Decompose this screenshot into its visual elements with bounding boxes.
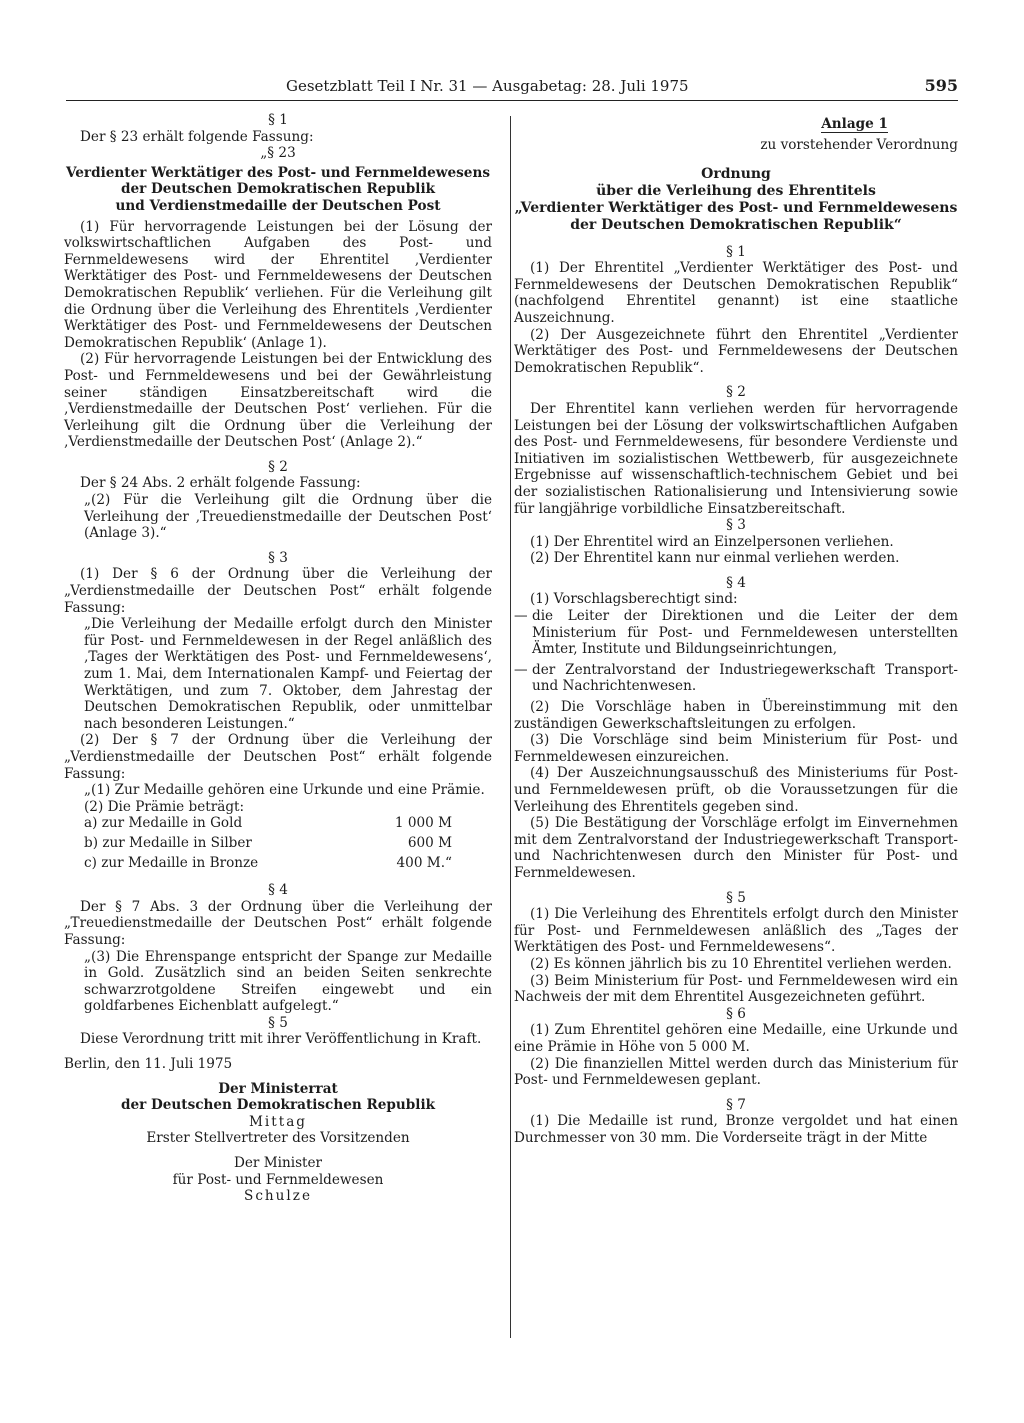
section-title bbox=[64, 165, 492, 215]
place-date: Berlin, den 11. Juli 1975 bbox=[64, 1056, 233, 1073]
premium-label: a) zur Medaille in Gold bbox=[84, 815, 243, 832]
section-heading: § 1 bbox=[726, 243, 746, 260]
premium-value: 600 M bbox=[407, 834, 452, 851]
signature-role: Der Minister bbox=[233, 1155, 323, 1172]
premium-row bbox=[64, 815, 492, 832]
section-heading: § 7 bbox=[726, 1096, 746, 1113]
signature-org: der Deutschen Demokratischen Republik bbox=[120, 1097, 436, 1114]
paragraph: Der § 23 erhält folgende Fassung: bbox=[80, 128, 314, 145]
signature-name: Schulze bbox=[244, 1188, 312, 1205]
premium-label: c) zur Medaille in Bronze bbox=[84, 854, 259, 871]
title-line: der Deutschen Demokratischen Republik“ bbox=[570, 216, 902, 233]
quoted-paragraph: „(3) Die Ehrenspange entspricht der Spange zur Medaille in Gold. Zusätzlich sind an beiden Seiten senkrechte schwarzrotgoldene Streifen eingewebt und ein goldfarbenes Eichenblatt aufgelegt.“ bbox=[84, 948, 492, 1015]
premium-label: b) zur Medaille in Silber bbox=[84, 834, 252, 851]
premium-row bbox=[64, 855, 492, 872]
paragraph: Der Ehrentitel kann verliehen werden für hervorragende Leistungen bei der Lösung der volkswirtschaftlichen Aufgaben des Post- und Fernmeldewesens, für besondere Verdienste und Initiativen im sozialistischen Wettbewerb, für ausgezeichnete Ergebnisse auf wissenschaftlich-technischem Gebiet und bei der sozialistischen Rationalisierung und Intensivierung sowie für langjährige vorbildliche Einsatzbereitschaft. bbox=[514, 400, 958, 517]
paragraph: (2) Für hervorragende Leistungen bei der Entwicklung des Post- und Fernmeldewesens und bei der Gewährleistung seiner ständigen Einsatzbereitschaft wird die ‚Verdienstmedaille der Deutschen Post‘ verliehen. Für die Verleihung gilt die Ordnung über die Verleihung der ‚Verdienstmedaille der Deutschen Post‘ (Anlage 2).“ bbox=[64, 351, 492, 451]
running-title: Gesetzblatt Teil I Nr. 31 — Ausgabetag: 28. Juli 1975 bbox=[286, 77, 689, 95]
list-item bbox=[514, 608, 958, 658]
paragraph: (1) Der § 6 der Ordnung über die Verleihung der „Verdienstmedaille der Deutschen Post“ erhält folgende Fassung: bbox=[64, 566, 492, 616]
annex-subtitle: zu vorstehender Verordnung bbox=[760, 137, 958, 153]
paragraph: (2) Der Ausgezeichnete führt den Ehrentitel „Verdienter Werktätiger des Post- und Fernmeldewesens der Deutschen Demokratischen Republik“. bbox=[514, 326, 958, 376]
header-rule bbox=[66, 100, 958, 101]
paragraph: (4) Der Auszeichnungsausschuß des Ministeriums für Post- und Fernmeldewesen prüft, ob die Voraussetzungen für die Verleihung des Ehrentitels gegeben sind. bbox=[514, 765, 958, 815]
annex-number: Anlage 1 bbox=[821, 116, 888, 132]
section-heading: § 5 bbox=[726, 889, 746, 906]
paragraph: (1) Die Verleihung des Ehrentitels erfolgt durch den Minister für Post- und Fernmeldewesen anläßlich des „Tages der Werktätigen des Post- und Fernmeldewesens“. bbox=[514, 906, 958, 956]
paragraph: Der § 24 Abs. 2 erhält folgende Fassung: bbox=[80, 475, 361, 492]
title-line: der Deutschen Demokratischen Republik bbox=[120, 181, 436, 198]
paragraph: (1) Der Ehrentitel „Verdienter Werktätiger des Post- und Fernmeldewesens der Deutschen Demokratischen Republik“ (nachfolgend Ehrentitel genannt) ist eine staatliche Auszeichnung. bbox=[514, 260, 958, 326]
section-heading: § 6 bbox=[726, 1005, 746, 1022]
list-item-text: die Leiter der Direktionen und die Leiter der dem Ministerium für Post- und Fernmeldewesen unterstellten Ämter, Institute und Bildungseinrichtungen, bbox=[532, 608, 958, 658]
paragraph: (3) Beim Ministerium für Post- und Fernmeldewesen wird ein Nachweis der mit dem Ehrentitel Ausgezeichneten geführt. bbox=[514, 972, 958, 1006]
paragraph: (1) Der Ehrentitel wird an Einzelpersonen verliehen. bbox=[530, 533, 894, 550]
paragraph: (1) Zum Ehrentitel gehören eine Medaille, eine Urkunde und eine Prämie in Höhe von 5 000 M. bbox=[514, 1022, 958, 1055]
paragraph: (5) Die Bestätigung der Vorschläge erfolgt im Einvernehmen mit dem Zentralvorstand der Industriegewerkschaft Transport- und Nachrichtenwesen durch den Minister für Post- und Fernmeldewesen. bbox=[514, 815, 958, 881]
title-line: Ordnung bbox=[701, 165, 771, 182]
paragraph: Der § 7 Abs. 3 der Ordnung über die Verleihung der „Treuedienstmedaille der Deutschen Post“ erhält folgende Fassung: bbox=[64, 898, 492, 948]
quoted-paragraph: „Die Verleihung der Medaille erfolgt durch den Minister für Post- und Fernmeldewesen in der Regel anläßlich des ‚Tages der Werktätigen des Post- und Fernmeldewesens‘, zum 1. Mai, dem Internationalen Kampf- und Feiertag der Werktätigen, und zum 7. Oktober, dem Jahrestag der Deutschen Demokratischen Republik, oder unmittelbar nach besonderen Leistungen.“ bbox=[84, 616, 492, 732]
paragraph: (2) Der Ehrentitel kann nur einmal verliehen werden. bbox=[530, 550, 900, 567]
dash-mark: — bbox=[514, 661, 528, 678]
section-heading: § 3 bbox=[726, 517, 746, 534]
paragraph: Diese Verordnung tritt mit ihrer Veröffentlichung in Kraft. bbox=[80, 1031, 482, 1048]
page-number: 595 bbox=[924, 76, 958, 95]
title-line: „Verdienter Werktätiger des Post- und Fernmeldewesens bbox=[514, 199, 958, 216]
ordinance-title bbox=[514, 166, 958, 234]
title-line: über die Verleihung des Ehrentitels bbox=[596, 182, 876, 199]
column-divider bbox=[510, 116, 511, 1338]
section-heading: § 2 bbox=[268, 458, 288, 475]
section-heading: § 2 bbox=[726, 384, 746, 401]
section-heading: § 5 bbox=[268, 1014, 288, 1031]
paragraph: (2) Die finanziellen Mittel werden durch das Ministerium für Post- und Fernmeldewesen geplant. bbox=[514, 1055, 958, 1089]
section-heading: „§ 23 bbox=[260, 145, 296, 162]
premium-value: 400 M.“ bbox=[396, 854, 452, 871]
paragraph: (2) Es können jährlich bis zu 10 Ehrentitel verliehen werden. bbox=[530, 955, 952, 972]
signature-role: für Post- und Fernmeldewesen bbox=[172, 1171, 384, 1188]
annex-label bbox=[514, 116, 958, 133]
dash-mark: — bbox=[514, 608, 528, 625]
paragraph: (1) Für hervorragende Leistungen bei der Lösung der volkswirtschaftlichen Aufgaben des Post- und Fernmeldewesens wird der Ehrentitel ‚Verdienter Werktätiger des Post- und Fernmeldewesens der Deutschen Demokratischen Republik‘ verliehen. Für die Verleihung gilt die Ordnung über die Verleihung des Ehrentitels ‚Verdienter Werktätiger des Post- und Fernmeldewesens der Deutschen Demokratischen Republik‘ (Anlage 1). bbox=[64, 218, 492, 351]
section-heading: § 1 bbox=[268, 112, 288, 128]
signature-org: Der Ministerrat bbox=[218, 1080, 338, 1097]
premium-row bbox=[64, 835, 492, 852]
paragraph: (3) Die Vorschläge sind beim Ministerium für Post- und Fernmeldewesen einzureichen. bbox=[514, 732, 958, 765]
left-column bbox=[64, 112, 492, 1205]
section-heading: § 4 bbox=[726, 574, 746, 591]
paragraph: (1) Die Medaille ist rund, Bronze vergoldet und hat einen Durchmesser von 30 mm. Die Vorderseite trägt in der Mitte bbox=[514, 1113, 958, 1146]
list-item-text: der Zentralvorstand der Industriegewerkschaft Transport- und Nachrichtenwesen. bbox=[532, 661, 958, 695]
title-line: Verdienter Werktätiger des Post- und Fernmeldewesens bbox=[65, 164, 490, 181]
quoted-paragraph: „(1) Zur Medaille gehören eine Urkunde und eine Prämie. bbox=[84, 782, 485, 799]
paragraph: (1) Vorschlagsberechtigt sind: bbox=[530, 591, 738, 608]
right-column bbox=[514, 116, 958, 1146]
title-line: und Verdienstmedaille der Deutschen Post bbox=[115, 197, 441, 214]
signature-block bbox=[64, 1081, 492, 1205]
quoted-paragraph: „(2) Für die Verleihung gilt die Ordnung über die Verleihung der ‚Treuedienstmedaille der Deutschen Post‘ (Anlage 3).“ bbox=[84, 492, 492, 542]
paragraph: (2) Der § 7 der Ordnung über die Verleihung der „Verdienstmedaille der Deutschen Post“ erhält folgende Fassung: bbox=[64, 732, 492, 782]
signature-role: Erster Stellvertreter des Vorsitzenden bbox=[146, 1130, 410, 1147]
premium-value: 1 000 M bbox=[394, 815, 452, 832]
section-heading: § 3 bbox=[268, 549, 288, 566]
signature-name: Mittag bbox=[249, 1113, 307, 1130]
quoted-paragraph: (2) Die Prämie beträgt: bbox=[84, 798, 245, 815]
paragraph: (2) Die Vorschläge haben in Übereinstimmung mit den zuständigen Gewerkschaftsleitungen zu erfolgen. bbox=[514, 699, 958, 732]
section-heading: § 4 bbox=[268, 882, 288, 899]
list-item bbox=[514, 662, 958, 695]
